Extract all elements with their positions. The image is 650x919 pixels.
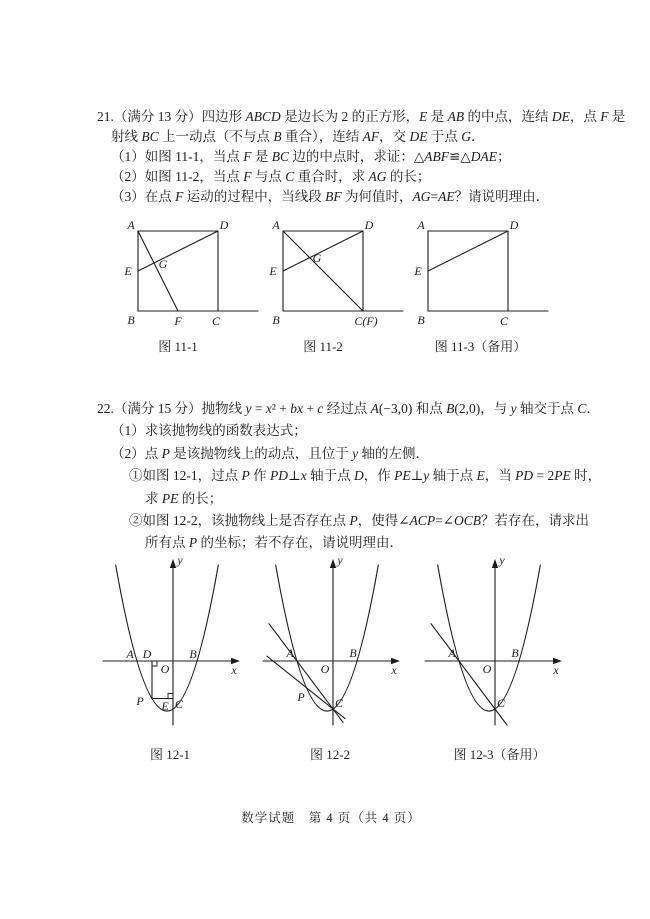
figure-12-3 — [417, 551, 582, 763]
point-label-E: E — [161, 699, 169, 713]
axis-label-y: y — [177, 553, 183, 567]
square-ABCD — [138, 231, 218, 311]
point-label-D: D — [142, 647, 152, 661]
axis-label-x: x — [231, 663, 237, 677]
y-axis-arrow — [170, 559, 176, 568]
axis-label-x: x — [391, 663, 397, 677]
point-label-A: A — [448, 646, 456, 660]
figure-11-1-caption: 图 11-1 — [158, 339, 198, 354]
figure-11-3 — [398, 217, 563, 355]
vertex-label-E: E — [269, 264, 277, 278]
vertex-label-F: F — [174, 314, 182, 328]
problem-22-line-1: 22.（满分 15 分）抛物线 y = x² + bx + c 经过点 A(−3,0) 和点 B(2,0)，与 y 轴交于点 C． — [97, 401, 600, 416]
problem-22-sub-1b: 求 PE 的长； — [145, 490, 223, 506]
vertex-label-D: D — [509, 218, 519, 232]
vertex-label-E: E — [124, 264, 132, 278]
problem-21-item-2: （2）如图 11-2，当点 F 与点 C 重合时，求 AG 的长； — [111, 169, 431, 184]
point-label-P: P — [297, 690, 305, 704]
square-ABCD — [428, 231, 508, 311]
problem-22-item-2: （2）点 P 是该抛物线上的动点，且位于 y 轴的左侧． — [111, 445, 429, 461]
axis-label-y: y — [499, 553, 505, 567]
figure-12-3-svg — [417, 551, 582, 729]
problem-21-item-1: （1）如图 11-1，当点 F 是 BC 边的中点时，求证：△ABF≌△DAE； — [111, 149, 511, 164]
segment-AC — [283, 231, 363, 311]
vertex-label-B: B — [127, 313, 135, 327]
figure-11-1 — [108, 217, 273, 355]
origin-label-O: O — [482, 662, 492, 676]
parabola-curve — [438, 565, 541, 711]
figure-11-3-caption: 图 11-3（备用） — [434, 339, 527, 354]
vertex-label-A: A — [127, 218, 135, 232]
figure-12-3-caption: 图 12-3（备用） — [453, 747, 546, 762]
y-axis-arrow — [330, 559, 336, 568]
point-label-A: A — [286, 646, 294, 660]
problem-22 — [95, 398, 640, 555]
figure-11-2-caption: 图 11-2 — [303, 339, 343, 354]
problem-22-sub-2a: ②如图 12-2，该抛物线上是否存在点 P，使得∠ACP=∠OCB？若存在，请求出 — [129, 512, 589, 528]
vertex-label-D: D — [364, 218, 374, 232]
vertex-label-B: B — [272, 313, 280, 327]
vertex-label-CF: C(F) — [354, 314, 378, 328]
point-label-C: C — [496, 696, 506, 710]
axis-label-x: x — [553, 663, 559, 677]
origin-label-O: O — [320, 662, 330, 676]
axis-label-y: y — [337, 553, 343, 567]
figure-11-1-svg — [108, 217, 273, 329]
figure-11-2-svg — [253, 217, 418, 329]
figure-12-2-caption: 图 12-2 — [309, 747, 351, 762]
figure-12-1-caption: 图 12-1 — [149, 747, 191, 762]
figure-12-1-svg — [95, 551, 245, 729]
point-label-B: B — [511, 646, 519, 660]
segment-AF — [138, 231, 178, 311]
segment-ED — [138, 231, 218, 271]
problem-21 — [95, 107, 640, 207]
vertex-label-C: C — [499, 314, 509, 328]
problem-22-item-1: （1）求该抛物线的函数表达式； — [111, 423, 307, 439]
vertex-label-G: G — [158, 257, 168, 271]
segment-ED — [428, 231, 508, 271]
origin-label-O: O — [160, 662, 170, 676]
figure-12-1 — [95, 551, 245, 763]
point-label-B: B — [349, 646, 357, 660]
point-label-P: P — [136, 694, 144, 708]
problem-22-sub-1a: ①如图 12-1，过点 P 作 PD⊥x 轴于点 D，作 PE⊥y 轴于点 E，当 PD = 2PE 时， — [129, 468, 602, 484]
problem-22-sub-2b: 所有点 P 的坐标；若不存在，请说明理由． — [145, 535, 403, 551]
right-angle-mark-D — [152, 661, 157, 666]
figure-11-2 — [253, 217, 418, 355]
problem-21-line-1: 21.（满分 13 分）四边形 ABCD 是边长为 2 的正方形，E 是 AB 的中点，连结 DE，点 F 是 — [97, 109, 626, 124]
vertex-label-D: D — [219, 218, 229, 232]
problem-21-line-2: 射线 BC 上一动点（不与点 B 重合），连结 AF，交 DE 于点 G． — [111, 129, 485, 144]
right-angle-mark-E — [168, 694, 173, 699]
point-label-C: C — [174, 697, 184, 711]
parabola-curve — [276, 565, 379, 711]
segment-ED — [283, 231, 363, 271]
problem-21-item-3: （3）在点 F 运动的过程中，当线段 BF 为何值时，AG=AE？请说明理由． — [111, 189, 550, 204]
vertex-label-C: C — [211, 314, 221, 328]
figure-12-2 — [255, 551, 405, 763]
parabola-curve — [116, 565, 219, 711]
figure-11-3-svg — [398, 217, 563, 329]
vertex-label-B: B — [417, 313, 425, 327]
figure-12-2-svg — [255, 551, 405, 729]
vertex-label-A: A — [417, 218, 425, 232]
point-label-C: C — [334, 696, 344, 710]
y-axis-arrow — [492, 559, 498, 568]
line-AC — [431, 624, 507, 725]
point-label-B: B — [189, 647, 197, 661]
page-footer: 数学试题 第 4 页（共 4 页） — [241, 811, 421, 825]
vertex-label-A: A — [272, 218, 280, 232]
point-label-A: A — [126, 647, 134, 661]
vertex-label-E: E — [414, 264, 422, 278]
vertex-label-G: G — [312, 251, 322, 265]
